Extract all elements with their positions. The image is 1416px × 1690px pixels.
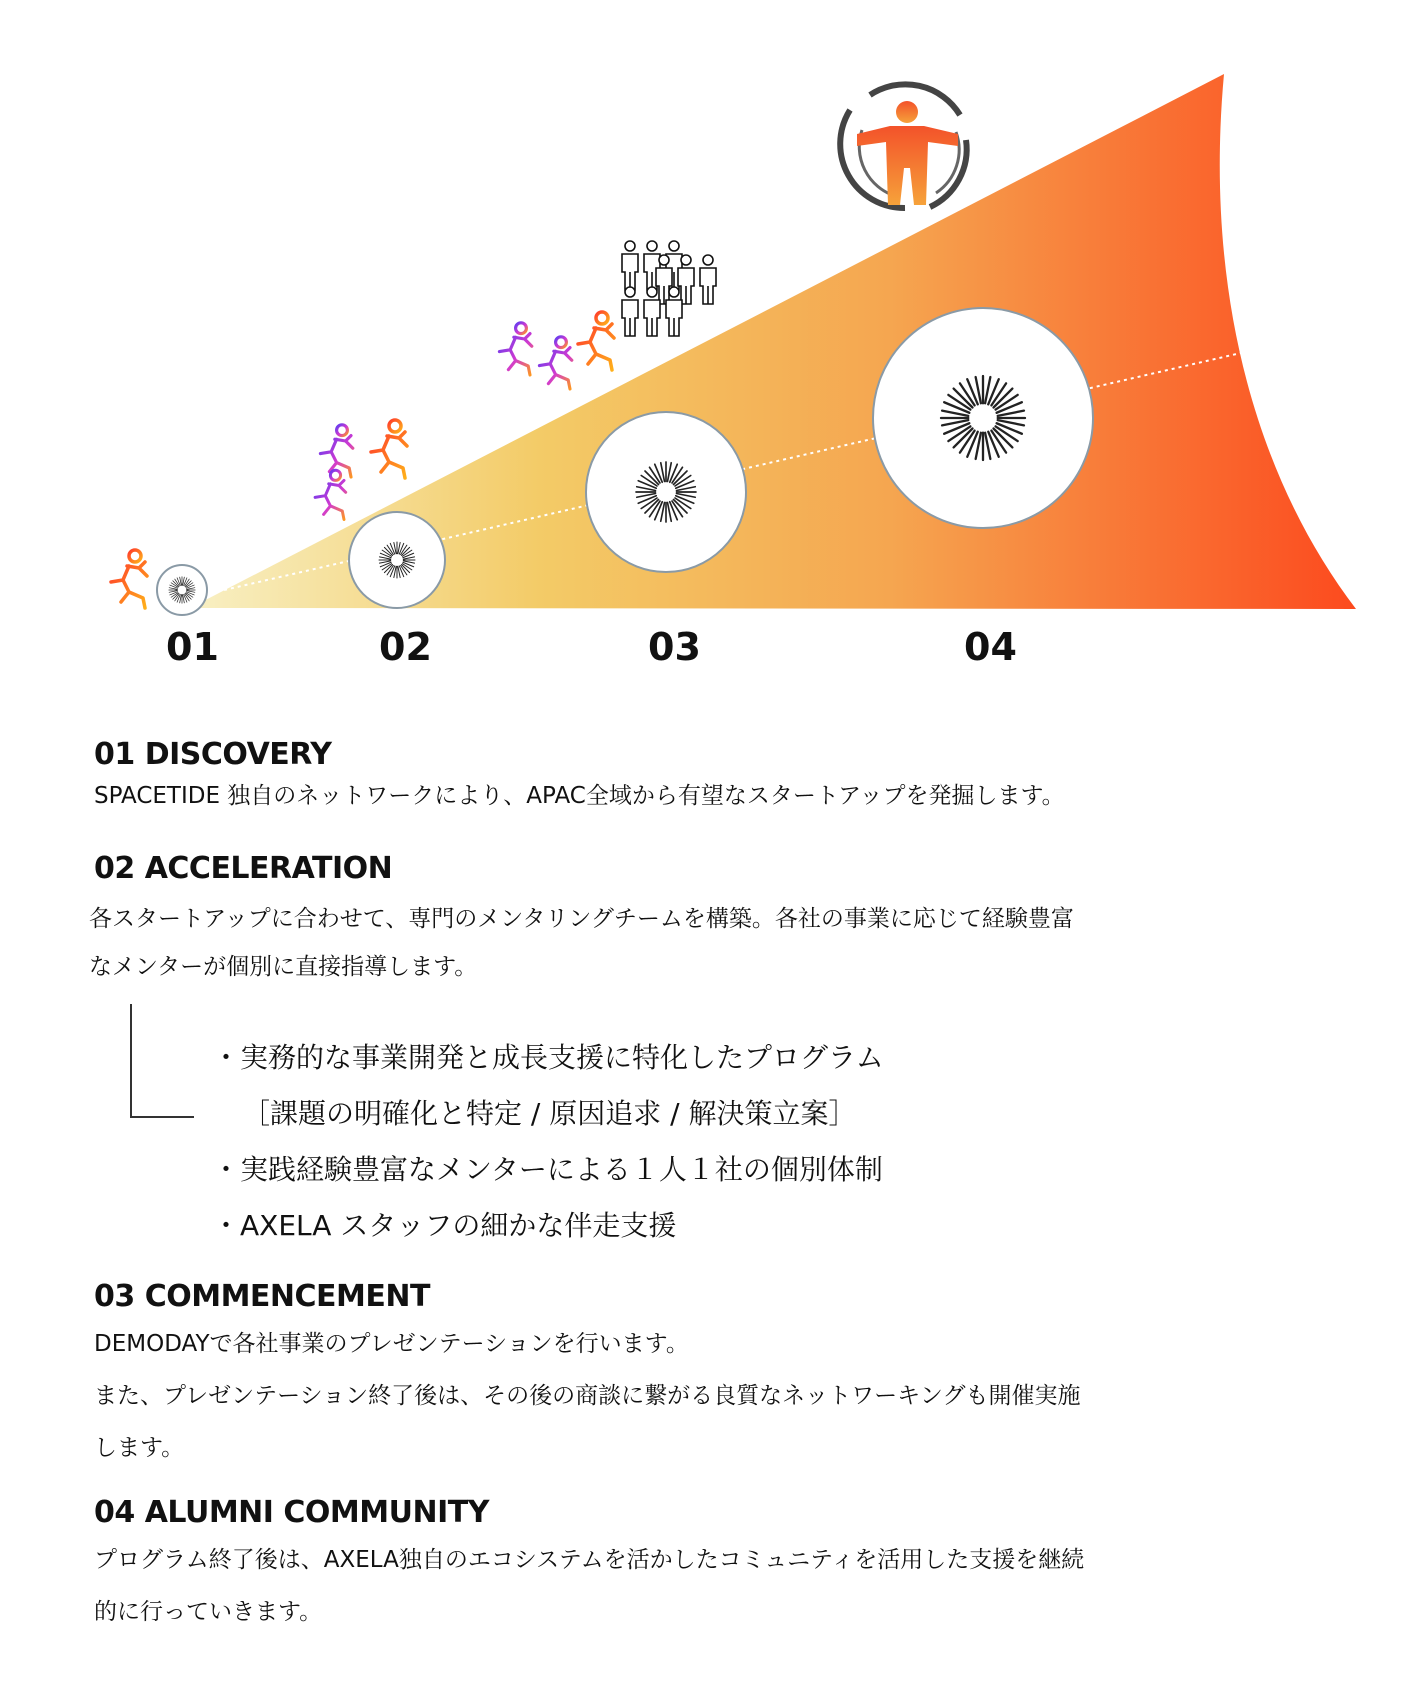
stage-circle-02 <box>349 512 445 608</box>
acceleration-body-line2: なメンターが個別に直接指導します。 <box>89 954 478 980</box>
stage-number-01: 01 <box>166 625 219 669</box>
stage-circle-03 <box>586 412 746 572</box>
crowd-icon <box>622 241 716 336</box>
growth-stage-diagram <box>0 0 1416 700</box>
acceleration-body-line1: 各スタートアップに合わせて、専門のメンタリングチームを構築。各社の事業に応じて経験豊富 <box>89 906 1074 932</box>
bracket-connector <box>130 1004 194 1118</box>
running-person-icon <box>111 550 147 608</box>
stage-circle-04 <box>873 308 1093 528</box>
commencement-body-line3: します。 <box>94 1435 185 1461</box>
stage-number-03: 03 <box>648 625 701 669</box>
discovery-body: SPACETIDE 独自のネットワークにより、APAC全域から有望なスタートアップを発掘します。 <box>94 783 1065 809</box>
bullet-item: ・実務的な事業開発と成長支援に特化したプログラム <box>212 1041 884 1074</box>
discovery-heading: 01 DISCOVERY <box>94 737 332 772</box>
stage-circle-01 <box>157 565 207 615</box>
commencement-heading: 03 COMMENCEMENT <box>94 1279 430 1314</box>
commencement-body-line1: DEMODAYで各社事業のプレゼンテーションを行います。 <box>94 1331 689 1357</box>
bullet-item: ・AXELA スタッフの細かな伴走支援 <box>212 1209 677 1242</box>
alumni-body-line1: プログラム終了後は、AXELA独自のエコシステムを活かしたコミュニティを活用した支援を継続 <box>94 1547 1085 1573</box>
discovery-section <box>94 735 1354 814</box>
commencement-body-line2: また、プレゼンテーション終了後は、その後の商談に繋がる良質なネットワーキングも開催実施 <box>94 1383 1081 1409</box>
acceleration-section <box>89 849 1354 993</box>
acceleration-heading: 02 ACCELERATION <box>94 851 393 886</box>
bullet-subitem: ［課題の明確化と特定 / 原因追求 / 解決策立案］ <box>242 1097 857 1130</box>
stage-number-02: 02 <box>379 625 432 669</box>
person-in-rings-icon <box>840 84 966 208</box>
alumni-section <box>94 1493 1354 1637</box>
alumni-body-line2: 的に行っていきます。 <box>94 1599 323 1625</box>
bullet-item: ・実践経験豊富なメンターによる１人１社の個別体制 <box>212 1153 883 1186</box>
alumni-heading: 04 ALUMNI COMMUNITY <box>94 1495 489 1530</box>
running-team-icon <box>499 312 614 389</box>
commencement-section <box>94 1277 1354 1473</box>
acceleration-bullet-list <box>212 1030 1212 1254</box>
stage-number-04: 04 <box>964 625 1017 669</box>
